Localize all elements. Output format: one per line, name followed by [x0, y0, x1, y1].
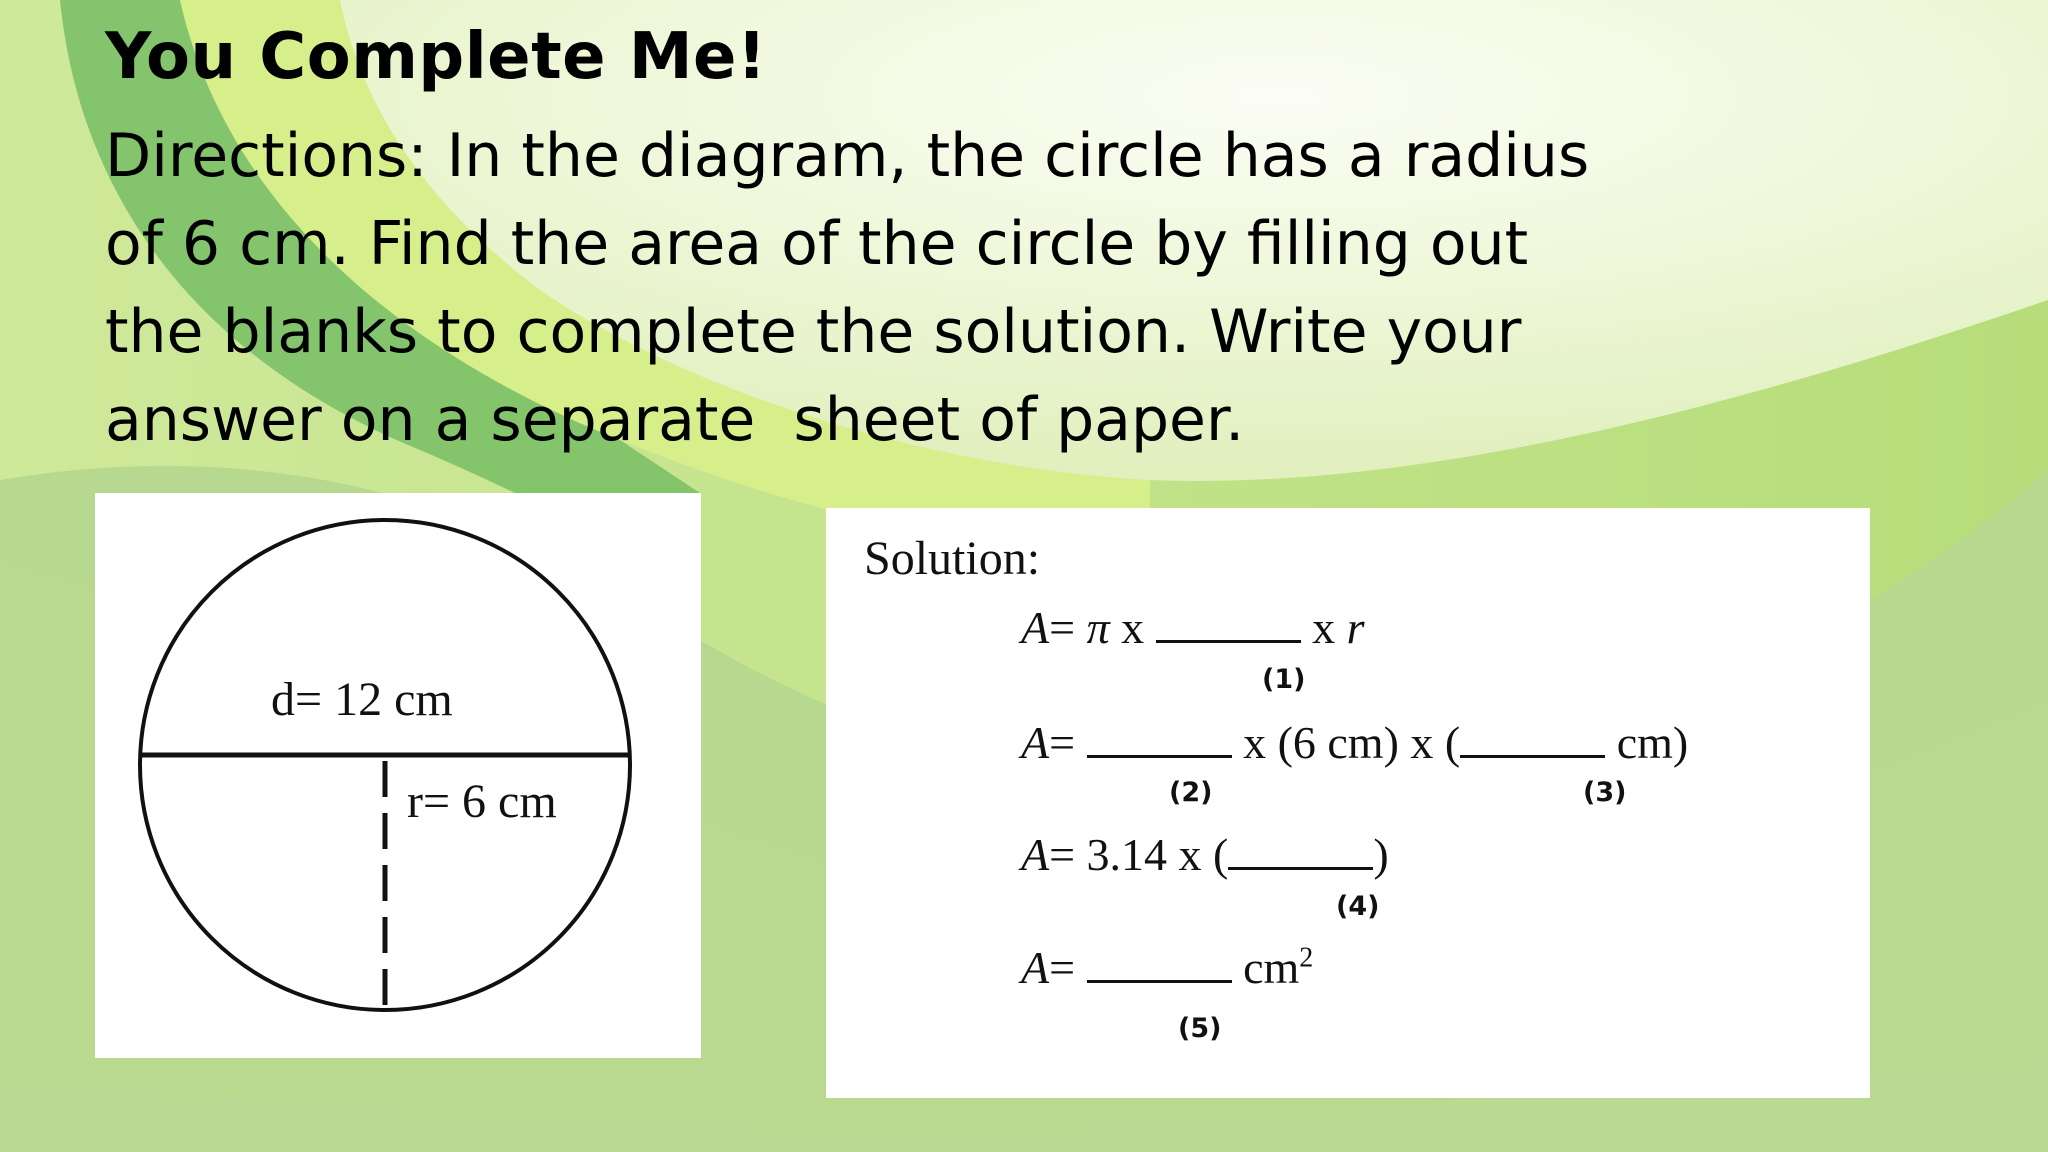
eq-text: cm): [1605, 717, 1689, 768]
radius-label: r= 6 cm: [407, 775, 557, 828]
blank-number-5: (5): [1178, 1013, 1222, 1044]
area-variable: A: [1021, 717, 1050, 768]
eq-text: x: [1109, 602, 1156, 653]
directions-line: answer on a separate sheet of paper.: [105, 385, 1245, 455]
equation-line-3: [1021, 828, 1389, 881]
blank-2[interactable]: [1087, 749, 1232, 758]
page-title: You Complete Me!: [105, 20, 767, 94]
radius-variable: r: [1346, 602, 1365, 653]
blank-number-4: (4): [1336, 891, 1380, 922]
area-variable: A: [1021, 829, 1050, 880]
solution-heading: Solution:: [864, 532, 1041, 585]
eq-text: cm: [1231, 942, 1300, 993]
eq-text: = 3.14 x (: [1049, 829, 1229, 880]
directions-line: Directions: In the diagram, the circle has a radius: [105, 121, 1590, 191]
solution-panel: [826, 508, 1870, 1098]
circle-diagram: [95, 493, 701, 1058]
blank-number-1: (1): [1262, 664, 1306, 695]
circle-diagram-panel: [95, 493, 701, 1058]
directions-line: the blanks to complete the solution. Write your: [105, 297, 1522, 367]
equation-line-2: [1021, 716, 1688, 769]
area-variable: A: [1021, 942, 1050, 993]
eq-text: =: [1049, 942, 1087, 993]
blank-number-3: (3): [1583, 777, 1627, 808]
directions-text: [105, 112, 1765, 464]
eq-text: =: [1049, 717, 1087, 768]
exponent-2: 2: [1299, 942, 1314, 974]
area-variable: A: [1021, 602, 1050, 653]
blank-4[interactable]: [1228, 861, 1373, 870]
equation-line-4: [1021, 941, 1313, 994]
eq-text: =: [1049, 602, 1087, 653]
eq-text: ): [1373, 829, 1389, 880]
diameter-label: d= 12 cm: [271, 673, 453, 726]
blank-5[interactable]: [1087, 974, 1232, 983]
blank-1[interactable]: [1156, 634, 1301, 643]
pi-symbol: π: [1086, 602, 1110, 653]
eq-text: x (6 cm) x (: [1231, 717, 1461, 768]
equation-line-1: [1021, 601, 1365, 654]
directions-line: of 6 cm. Find the area of the circle by filling out: [105, 209, 1529, 279]
eq-text: x: [1300, 602, 1347, 653]
blank-number-2: (2): [1169, 777, 1213, 808]
blank-3[interactable]: [1460, 749, 1605, 758]
